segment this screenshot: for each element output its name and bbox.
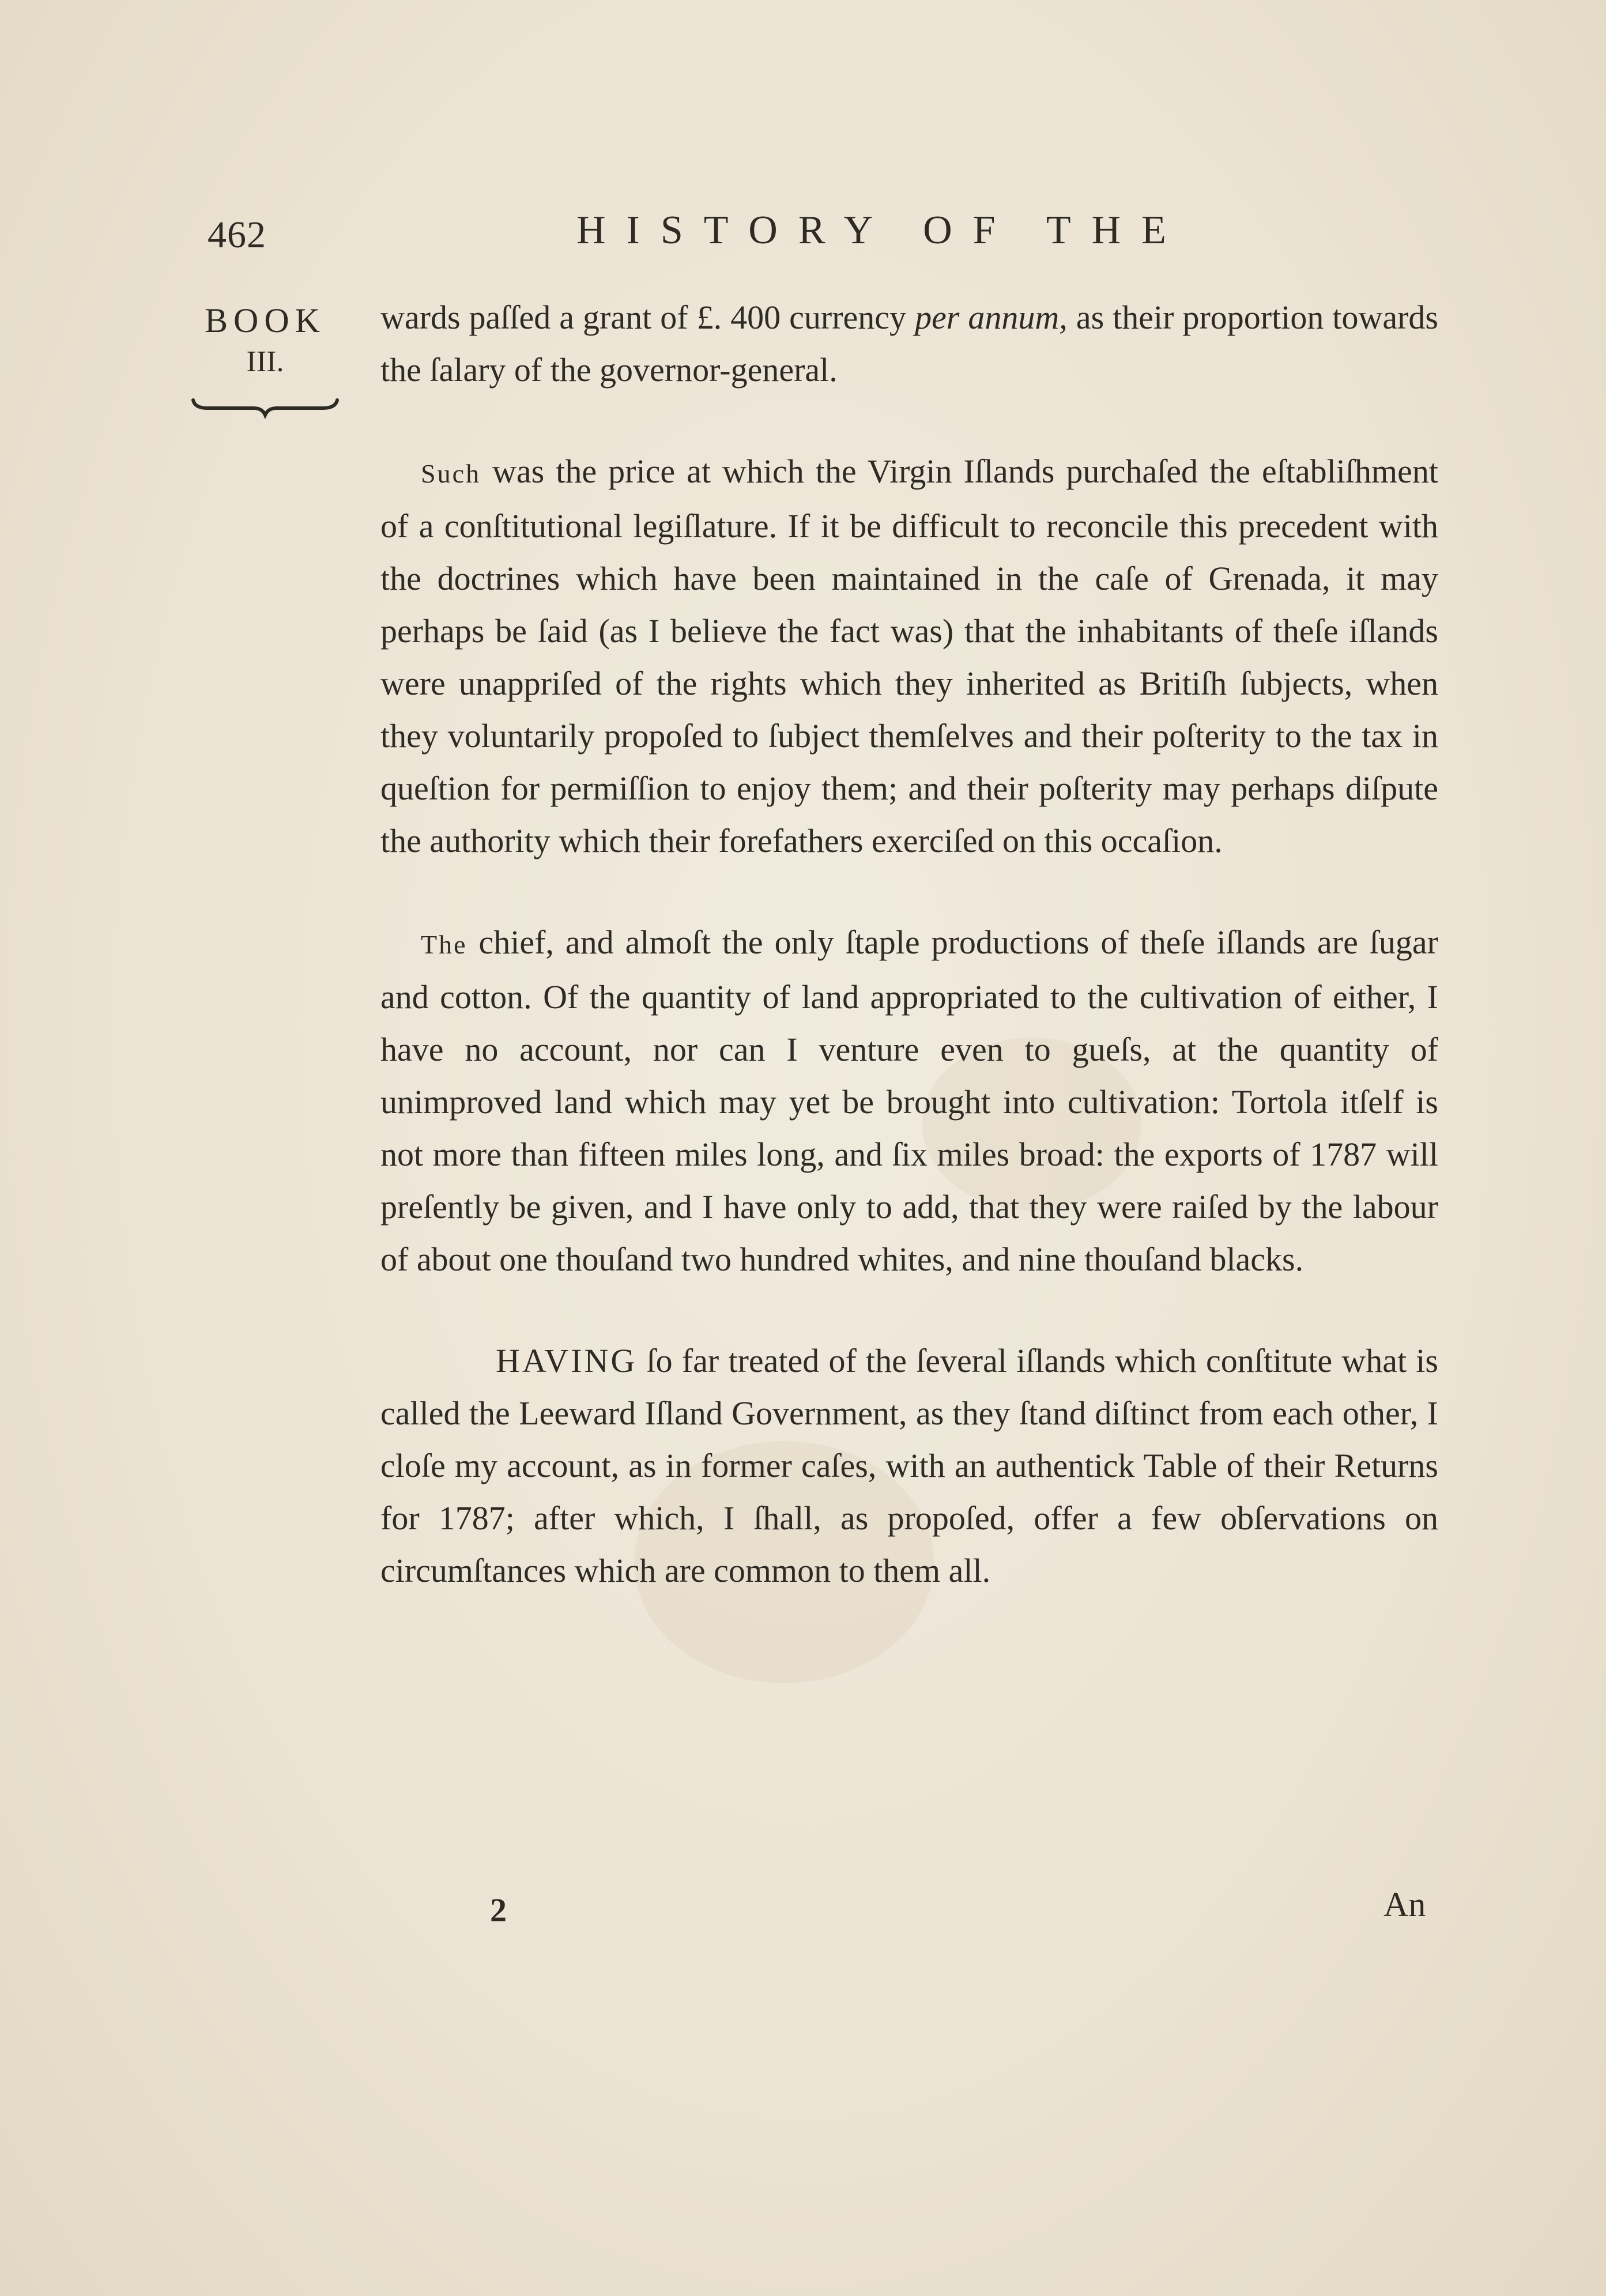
running-head: HISTORY OF THE (576, 208, 1187, 252)
margin-note (190, 300, 340, 383)
italic-phrase: per annum, (915, 299, 1068, 336)
paragraph-lead: HAVING (496, 1342, 638, 1379)
paragraph-lead: Such (421, 459, 481, 488)
signature-mark: 2 (490, 1891, 507, 1929)
page-number: 462 (208, 214, 266, 256)
margin-note-volume: III. (246, 345, 284, 378)
catchword: An (1383, 1886, 1426, 1924)
paragraph: The chief, and almoſt the only ſtaple productions of theſe iſlands are ſugar and cotton. Of the quantity of land appropriated to the cultivation of either, I have no account, nor can I venture even to gueſs, at the quantity of unimproved land which may yet be brought into cultivation: Tortola itſelf is not more than fifteen miles long, and ſix miles broad: the exports of 1787 will preſently be given, and I have only to add, that they were raiſed by the labour of about one thouſand two hundred whites, and nine thouſand blacks. (380, 923, 1438, 1278)
paragraph: wards paſſed a grant of £. 400 currency per annum, as their proportion towards the ſalary of the governor-general. (380, 299, 1438, 389)
paragraph-lead: The (421, 930, 468, 959)
paragraph: HAVING ſo far treated of the ſeveral iſlands which conſtitute what is called the Leeward Iſland Government, as they ſtand diſtinct from each other, I cloſe my account, as in former caſes, with an authentick Table of their Returns for 1787; after which, I ſhall, as propoſed, offer a few obſervations on circumſtances which are common to them all. (380, 1342, 1438, 1589)
brace-ornament (190, 395, 340, 419)
margin-note-book: BOOK (204, 301, 326, 340)
body-text (380, 291, 1438, 1597)
paragraph: Such was the price at which the Virgin Iſlands purchaſed the eſtabliſhment of a conſtitutional legiſlature. If it be difficult to reconcile this precedent with the doctrines which have been maintained in the caſe of Grenada, it may perhaps be ſaid (as I believe the fact was) that the inhabitants of theſe iſlands were unappriſed of the rights which they inherited as Britiſh ſubjects, when they voluntarily propoſed to ſubject themſelves and their poſterity to the tax in queſtion for permiſſion to enjoy them; and their poſterity may perhaps diſpute the authority which their forefathers exerciſed on this occaſion. (380, 453, 1438, 859)
